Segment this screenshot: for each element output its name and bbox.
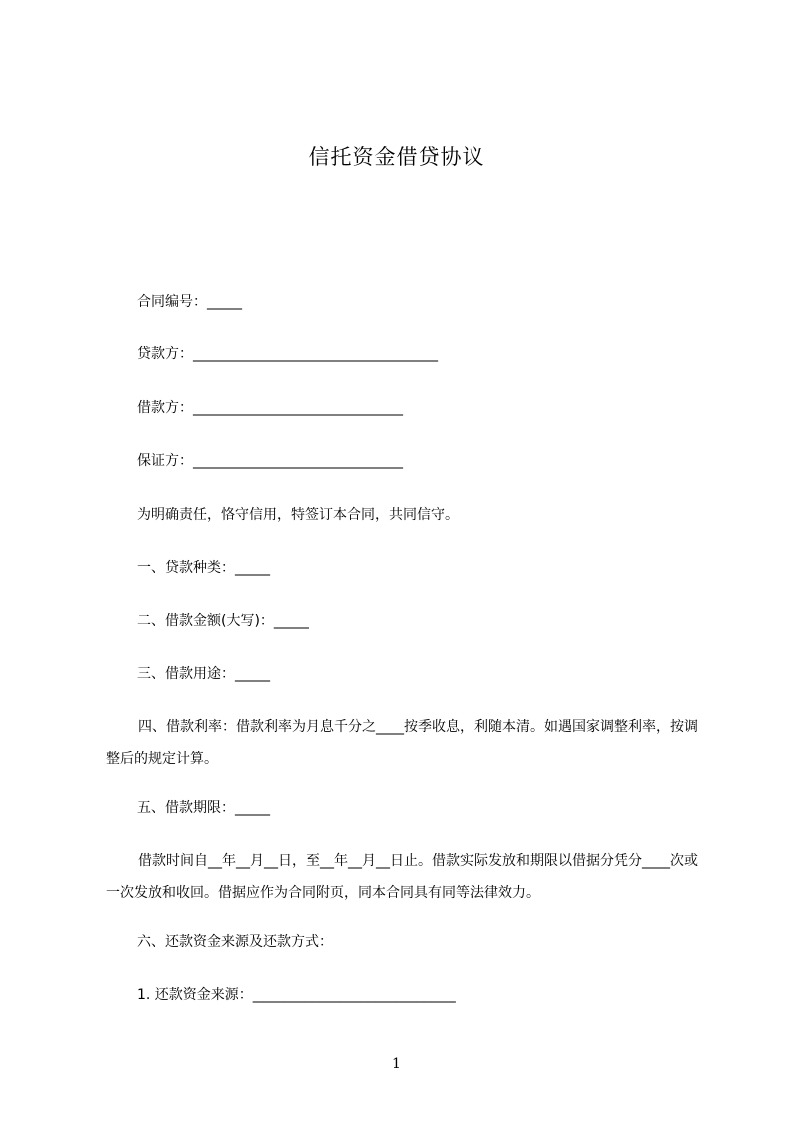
clause-loan-type: 一、贷款种类：_____ [137, 560, 270, 576]
clause-repayment: 六、还款资金来源及还款方式： [137, 934, 333, 950]
clause-loan-amount: 二、借款金额(大写)：_____ [137, 613, 309, 629]
guarantor-field: 保证方：______________________________ [137, 453, 403, 469]
document-title: 信托资金借贷协议 [308, 145, 485, 169]
clause-loan-term: 五、借款期限：_____ [137, 800, 270, 816]
intro-text: 为明确责任，恪守信用，特签订本合同，共同信守。 [137, 507, 459, 523]
clause-interest-rate: 四、借款利率：借款利率为月息千分之____按季收息，利随本清。如遇国家调整利率，按调整后的规定计算。 [106, 719, 698, 767]
clause-repayment-source: 1. 还款资金来源：_____________________________ [137, 987, 456, 1003]
page-number: 1 [392, 1056, 401, 1072]
clause-loan-purpose: 三、借款用途：_____ [137, 666, 270, 682]
clause-loan-term-detail: 借款时间自__年__月__日，至__年__月__日止。借款实际发放和期限以借据分凭分____次或一次发放和收回。借据应作为合同附页，同本合同具有同等法律效力。 [106, 853, 698, 901]
lender-field: 贷款方：___________________________________ [137, 346, 438, 362]
contract-number-field: 合同编号：_____ [137, 294, 242, 310]
borrower-field: 借款方：______________________________ [137, 400, 403, 416]
